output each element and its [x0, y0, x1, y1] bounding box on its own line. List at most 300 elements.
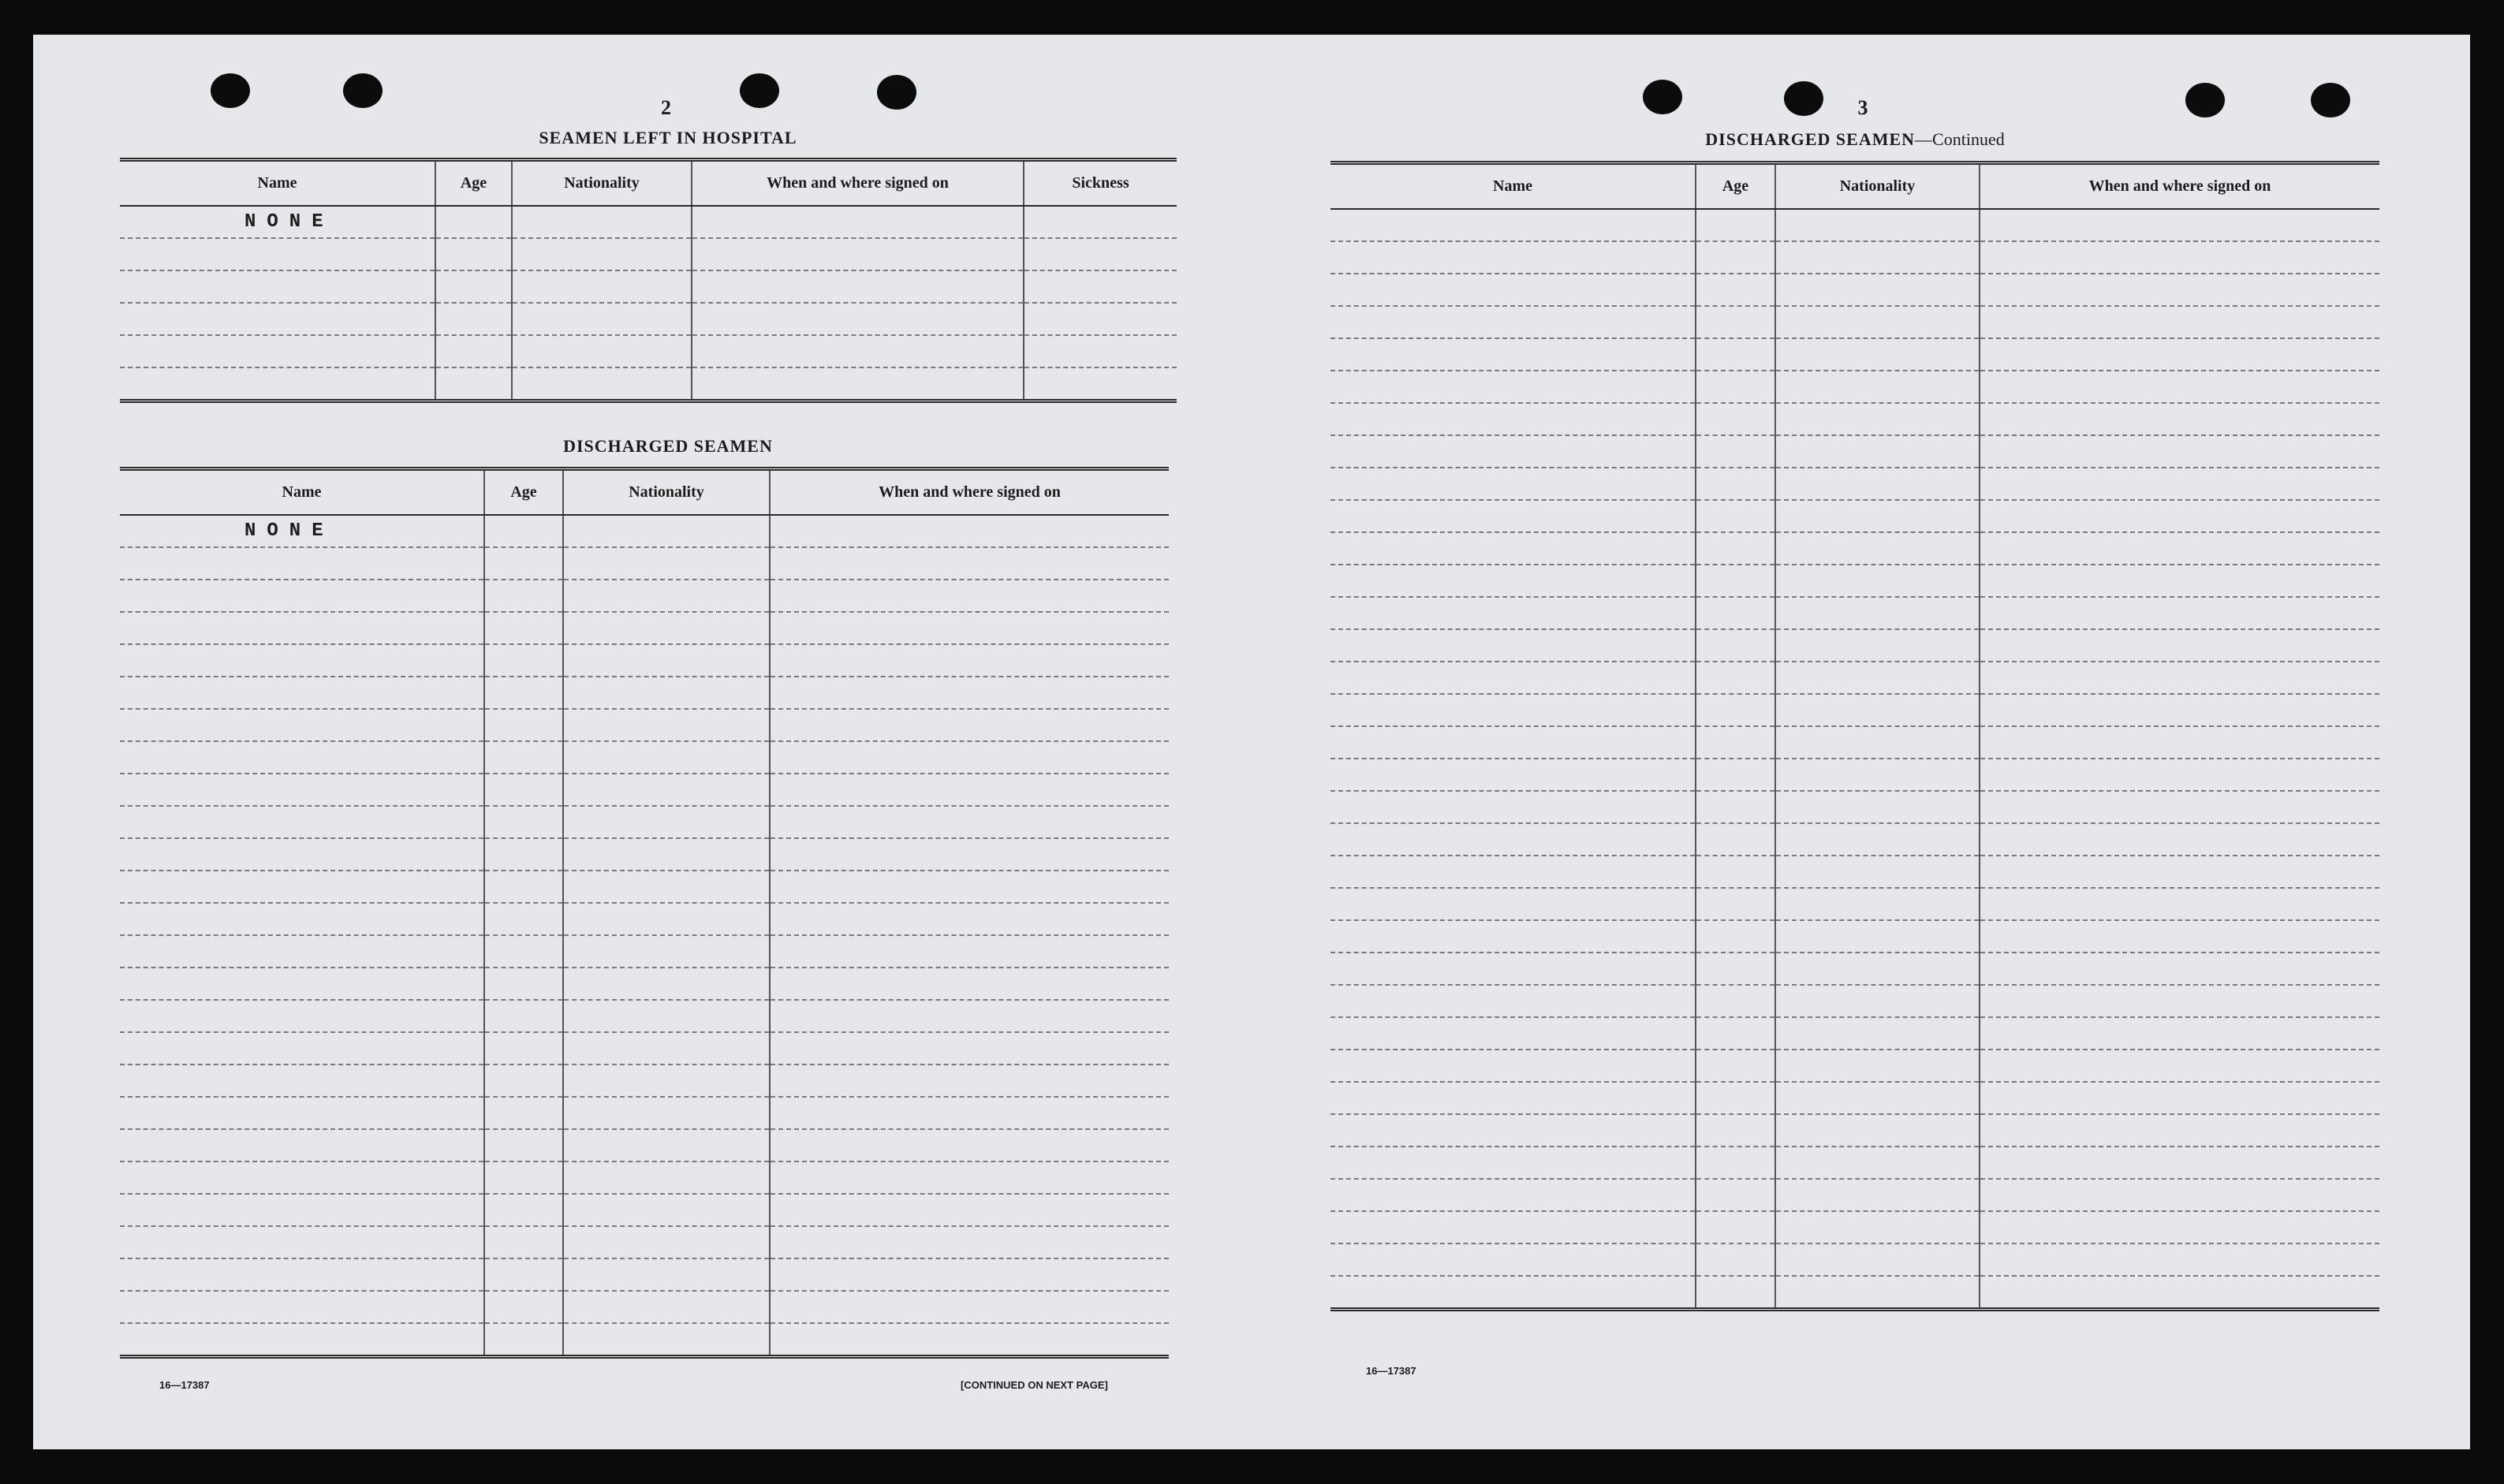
- table-cell: [1775, 694, 1980, 726]
- column-header-signed-on: When and where signed on: [1980, 163, 2379, 210]
- table-cell: [563, 644, 770, 677]
- table-cell: [120, 1161, 484, 1194]
- table-row: [120, 367, 1177, 401]
- hospital-section-title: SEAMEN LEFT IN HOSPITAL: [539, 128, 797, 147]
- table-row: [120, 1226, 1169, 1258]
- table-row: [120, 238, 1177, 270]
- column-header-name: Name: [1330, 163, 1696, 210]
- table-row: [1330, 597, 2379, 629]
- table-cell: [1775, 823, 1980, 856]
- table-cell: [1775, 1017, 1980, 1050]
- table-row: [1330, 726, 2379, 759]
- table-cell: [1330, 726, 1696, 759]
- table-row: [120, 1065, 1169, 1097]
- table-row: [1330, 662, 2379, 694]
- table-cell: [563, 612, 770, 644]
- column-header-name: Name: [120, 160, 435, 207]
- table-cell: [1775, 532, 1980, 565]
- table-cell: [1330, 241, 1696, 274]
- table-cell: [1980, 565, 2379, 597]
- table-cell: [484, 1323, 563, 1357]
- table-row: [120, 1258, 1169, 1291]
- table-cell: [1330, 371, 1696, 403]
- table-cell: [563, 838, 770, 871]
- table-cell: [1980, 1082, 2379, 1114]
- table-cell: [1330, 435, 1696, 468]
- table-cell: [484, 547, 563, 580]
- table-row: [120, 871, 1169, 903]
- table-cell: [1330, 823, 1696, 856]
- table-cell: [1696, 468, 1775, 500]
- table-cell: [1696, 532, 1775, 565]
- table-cell: [1330, 791, 1696, 823]
- table-cell: [770, 1226, 1169, 1258]
- table-cell: [1330, 306, 1696, 338]
- table-cell: [1775, 985, 1980, 1017]
- table-cell: [1330, 1179, 1696, 1211]
- column-header-signed-on: When and where signed on: [692, 160, 1024, 207]
- table-cell: [1330, 759, 1696, 791]
- table-cell: [1696, 1147, 1775, 1179]
- table-cell: [120, 774, 484, 806]
- table-cell: [1980, 1179, 2379, 1211]
- table-row: [1330, 953, 2379, 985]
- table-row: [120, 741, 1169, 774]
- table-cell: [120, 1065, 484, 1097]
- table-cell: [1330, 1276, 1696, 1310]
- hospital-table: [120, 158, 1177, 403]
- table-cell: [1330, 1114, 1696, 1147]
- table-cell: [1775, 1050, 1980, 1082]
- table-row: [120, 303, 1177, 335]
- table-cell: [1024, 206, 1177, 238]
- table-cell: [120, 806, 484, 838]
- table-cell: [1696, 1179, 1775, 1211]
- table-cell: [1696, 435, 1775, 468]
- page-number: 3: [1857, 96, 1868, 119]
- table-cell: [1696, 371, 1775, 403]
- table-row: [1330, 371, 2379, 403]
- table-cell: [120, 335, 435, 367]
- table-cell: [120, 968, 484, 1000]
- table-cell: [1775, 1147, 1980, 1179]
- table-cell: [435, 335, 512, 367]
- table-cell: [1980, 1114, 2379, 1147]
- table-row: [120, 806, 1169, 838]
- table-cell: [1330, 338, 1696, 371]
- table-cell: [1696, 306, 1775, 338]
- table-cell: [1696, 856, 1775, 888]
- table-cell: [1980, 500, 2379, 532]
- table-cell: [512, 270, 692, 303]
- table-row: [120, 335, 1177, 367]
- table-cell: [484, 612, 563, 644]
- table-cell: [563, 968, 770, 1000]
- table-cell: [120, 270, 435, 303]
- table-cell: [1330, 629, 1696, 662]
- table-cell: [484, 1000, 563, 1032]
- table-cell: [484, 515, 563, 547]
- table-cell: [1696, 888, 1775, 920]
- table-cell: [770, 968, 1169, 1000]
- table-cell: [1330, 1244, 1696, 1276]
- table-row: [1330, 435, 2379, 468]
- table-cell: [1775, 209, 1980, 241]
- table-cell: [770, 838, 1169, 871]
- table-cell: [1980, 1147, 2379, 1179]
- table-cell: [770, 612, 1169, 644]
- table-cell: [1775, 500, 1980, 532]
- table-cell: [1775, 856, 1980, 888]
- table-cell: [770, 515, 1169, 547]
- table-cell: [1024, 270, 1177, 303]
- table-cell: [770, 1258, 1169, 1291]
- column-header-nationality: Nationality: [512, 160, 692, 207]
- table-cell: [1696, 1017, 1775, 1050]
- table-row: [1330, 306, 2379, 338]
- table-row: [120, 838, 1169, 871]
- table-cell: [1696, 985, 1775, 1017]
- table-cell: [120, 1000, 484, 1032]
- table-cell: [435, 206, 512, 238]
- discharged-section-title: DISCHARGED SEAMEN: [563, 436, 773, 456]
- table-cell: [1980, 1244, 2379, 1276]
- table-cell: [1330, 565, 1696, 597]
- table-cell: [1775, 1082, 1980, 1114]
- table-cell: [1696, 597, 1775, 629]
- table-cell: [1980, 1276, 2379, 1310]
- table-row: [1330, 791, 2379, 823]
- table-cell: [1980, 1211, 2379, 1244]
- table-cell: [563, 1065, 770, 1097]
- table-cell: [1330, 888, 1696, 920]
- column-header-sickness: Sickness: [1024, 160, 1177, 207]
- table-row: [1330, 694, 2379, 726]
- table-cell: [770, 1129, 1169, 1161]
- table-cell: [692, 335, 1024, 367]
- table-cell: [1024, 367, 1177, 401]
- table-cell: [1980, 662, 2379, 694]
- table-cell: [770, 1097, 1169, 1129]
- table-cell: [1980, 1050, 2379, 1082]
- table-cell: [120, 677, 484, 709]
- table-cell: [1696, 953, 1775, 985]
- table-cell: [1330, 500, 1696, 532]
- table-cell: [1696, 823, 1775, 856]
- table-cell: [1980, 953, 2379, 985]
- table-cell: [1775, 306, 1980, 338]
- table-cell: [563, 515, 770, 547]
- table-row: [120, 1129, 1169, 1161]
- table-cell: [1775, 920, 1980, 953]
- table-cell: [120, 303, 435, 335]
- table-cell: [1980, 791, 2379, 823]
- table-cell: [120, 612, 484, 644]
- table-row: [1330, 1017, 2379, 1050]
- table-cell: [1330, 403, 1696, 435]
- table-cell: [1775, 241, 1980, 274]
- table-cell: [770, 1065, 1169, 1097]
- table-cell: [1980, 759, 2379, 791]
- table-cell: [1775, 629, 1980, 662]
- table-row: [120, 677, 1169, 709]
- table-row: [1330, 565, 2379, 597]
- column-header-name: Name: [120, 469, 484, 516]
- table-cell: [512, 367, 692, 401]
- table-cell: [1775, 1179, 1980, 1211]
- table-cell: [1330, 856, 1696, 888]
- table-cell: [1775, 953, 1980, 985]
- table-row: [120, 515, 1169, 547]
- table-cell: [1330, 274, 1696, 306]
- table-cell: [563, 547, 770, 580]
- table-cell: [770, 903, 1169, 935]
- table-cell: [1775, 759, 1980, 791]
- discharged-continued-table: [1330, 161, 2379, 1311]
- table-cell: [563, 1161, 770, 1194]
- table-row: [1330, 629, 2379, 662]
- table-row: [1330, 241, 2379, 274]
- table-cell: [512, 206, 692, 238]
- table-cell: [484, 774, 563, 806]
- table-cell: [120, 741, 484, 774]
- table-cell: [1980, 888, 2379, 920]
- table-cell: [1696, 1211, 1775, 1244]
- table-cell: [1696, 726, 1775, 759]
- table-row: [120, 612, 1169, 644]
- table-row: [120, 1323, 1169, 1357]
- table-cell: [1980, 306, 2379, 338]
- table-cell: [1330, 694, 1696, 726]
- table-cell: [1775, 1211, 1980, 1244]
- table-row: [1330, 468, 2379, 500]
- table-cell: [120, 903, 484, 935]
- table-cell: [120, 871, 484, 903]
- table-row: [120, 903, 1169, 935]
- table-cell: [120, 1032, 484, 1065]
- table-cell: [1980, 468, 2379, 500]
- table-cell: [1775, 1276, 1980, 1310]
- table-cell: [484, 709, 563, 741]
- page-number: 2: [661, 96, 671, 119]
- table-cell: [770, 935, 1169, 968]
- table-cell: [770, 741, 1169, 774]
- table-cell: [1696, 1276, 1775, 1310]
- table-cell: [484, 1161, 563, 1194]
- table-cell: [1696, 1050, 1775, 1082]
- table-cell: [1980, 629, 2379, 662]
- table-row: [120, 644, 1169, 677]
- table-cell: [1696, 274, 1775, 306]
- table-cell: [484, 644, 563, 677]
- table-cell: [1696, 338, 1775, 371]
- table-cell: [484, 1097, 563, 1129]
- table-cell: [120, 644, 484, 677]
- table-cell: [1980, 985, 2379, 1017]
- table-cell: [1024, 335, 1177, 367]
- table-row: [1330, 403, 2379, 435]
- table-cell: [484, 903, 563, 935]
- table-cell: [484, 935, 563, 968]
- table-cell: [435, 303, 512, 335]
- table-cell: [1330, 1082, 1696, 1114]
- column-header-age: Age: [1696, 163, 1775, 210]
- table-row: [1330, 1114, 2379, 1147]
- table-cell: [120, 1258, 484, 1291]
- table-cell: [1330, 1211, 1696, 1244]
- table-cell: [484, 838, 563, 871]
- table-cell: [1775, 338, 1980, 371]
- table-row: [1330, 856, 2379, 888]
- table-cell: [484, 580, 563, 612]
- table-cell: [770, 677, 1169, 709]
- table-cell: [1775, 565, 1980, 597]
- table-cell: [1024, 303, 1177, 335]
- table-cell: [1775, 403, 1980, 435]
- table-cell: [484, 1032, 563, 1065]
- table-cell: [563, 1226, 770, 1258]
- table-cell: [692, 270, 1024, 303]
- table-cell: [1330, 662, 1696, 694]
- table-cell: [512, 303, 692, 335]
- table-cell: [563, 871, 770, 903]
- table-cell: [1775, 274, 1980, 306]
- table-cell: [512, 335, 692, 367]
- table-row: [120, 709, 1169, 741]
- table-row: [1330, 1050, 2379, 1082]
- table-cell: [770, 1000, 1169, 1032]
- table-cell: [120, 580, 484, 612]
- table-cell: [1775, 662, 1980, 694]
- discharged-continued-title: [1291, 129, 2419, 150]
- table-row: [120, 1032, 1169, 1065]
- table-cell: [563, 1258, 770, 1291]
- table-row: [120, 968, 1169, 1000]
- table-cell: [563, 774, 770, 806]
- table-cell: [1330, 1050, 1696, 1082]
- table-cell: [563, 709, 770, 741]
- table-row: [1330, 500, 2379, 532]
- table-cell: [563, 1032, 770, 1065]
- table-cell: [484, 871, 563, 903]
- table-cell: [770, 1291, 1169, 1323]
- table-row: [1330, 823, 2379, 856]
- table-cell: [692, 367, 1024, 401]
- form-number: 16—17387: [159, 1379, 210, 1391]
- table-cell: [563, 1097, 770, 1129]
- table-cell: [1696, 1244, 1775, 1276]
- table-cell: [120, 547, 484, 580]
- table-cell: [1330, 985, 1696, 1017]
- table-cell: [770, 580, 1169, 612]
- table-row: [1330, 888, 2379, 920]
- table-row: [120, 1194, 1169, 1226]
- table-cell: [1980, 1017, 2379, 1050]
- table-cell: [1696, 241, 1775, 274]
- table-cell: [120, 935, 484, 968]
- table-cell: [1775, 468, 1980, 500]
- table-row: [120, 935, 1169, 968]
- table-header-row: [1330, 163, 2379, 210]
- entry-none: NONE: [120, 515, 484, 547]
- table-cell: [1980, 338, 2379, 371]
- table-cell: [1775, 888, 1980, 920]
- table-cell: [120, 838, 484, 871]
- table-cell: [770, 547, 1169, 580]
- table-cell: [484, 1065, 563, 1097]
- table-row: [1330, 274, 2379, 306]
- table-cell: [1980, 435, 2379, 468]
- table-row: [1330, 338, 2379, 371]
- table-cell: [484, 1258, 563, 1291]
- table-cell: [1696, 791, 1775, 823]
- table-row: [120, 1097, 1169, 1129]
- table-cell: [435, 238, 512, 270]
- table-cell: [1775, 1244, 1980, 1276]
- table-cell: [120, 367, 435, 401]
- table-cell: [1775, 435, 1980, 468]
- table-row: [1330, 759, 2379, 791]
- section-title-suffix: —Continued: [1915, 129, 2005, 149]
- table-cell: [1980, 597, 2379, 629]
- table-cell: [563, 806, 770, 838]
- section-title-text: DISCHARGED SEAMEN: [1705, 129, 1916, 149]
- table-cell: [1980, 241, 2379, 274]
- table-row: [1330, 1179, 2379, 1211]
- table-row: [1330, 1244, 2379, 1276]
- table-row: [1330, 1082, 2379, 1114]
- table-cell: [692, 238, 1024, 270]
- table-cell: [1980, 694, 2379, 726]
- table-row: [1330, 1276, 2379, 1310]
- table-cell: [1980, 726, 2379, 759]
- table-cell: [563, 1129, 770, 1161]
- table-row: [1330, 209, 2379, 241]
- table-cell: [563, 677, 770, 709]
- table-cell: [1775, 597, 1980, 629]
- table-cell: [484, 968, 563, 1000]
- table-cell: [770, 871, 1169, 903]
- entry-none: NONE: [120, 206, 435, 238]
- table-cell: [120, 1097, 484, 1129]
- table-cell: [563, 1194, 770, 1226]
- table-cell: [1775, 1114, 1980, 1147]
- table-cell: [1330, 953, 1696, 985]
- form-number: 16—17387: [1366, 1365, 1416, 1377]
- table-cell: [1980, 209, 2379, 241]
- discharged-table: [120, 467, 1169, 1359]
- table-cell: [1696, 500, 1775, 532]
- table-cell: [484, 806, 563, 838]
- table-cell: [120, 1226, 484, 1258]
- table-cell: [1024, 238, 1177, 270]
- table-cell: [563, 1323, 770, 1357]
- table-cell: [1775, 371, 1980, 403]
- table-row: [120, 580, 1169, 612]
- table-cell: [1330, 468, 1696, 500]
- table-cell: [563, 741, 770, 774]
- table-cell: [435, 367, 512, 401]
- table-cell: [1330, 209, 1696, 241]
- table-row: [120, 1161, 1169, 1194]
- table-cell: [484, 677, 563, 709]
- table-cell: [1775, 726, 1980, 759]
- table-cell: [120, 709, 484, 741]
- table-cell: [1696, 662, 1775, 694]
- table-row: [1330, 532, 2379, 565]
- table-cell: [435, 270, 512, 303]
- table-cell: [1980, 371, 2379, 403]
